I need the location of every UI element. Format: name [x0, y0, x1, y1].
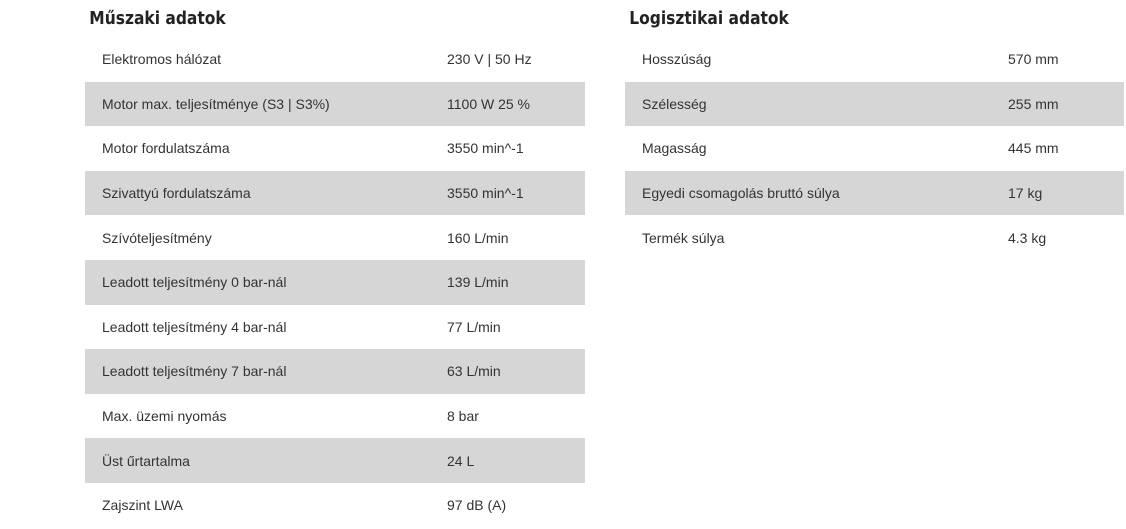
- table-row: [625, 82, 1124, 127]
- spec-label: Magasság: [642, 140, 707, 157]
- spec-label: Egyedi csomagolás bruttó súlya: [625, 171, 1008, 216]
- technical-data-section: [85, 0, 585, 528]
- spec-label: Szívóteljesítmény: [102, 229, 212, 246]
- spec-label: Szivattyú fordulatszáma: [85, 171, 447, 216]
- logistics-data-table: [625, 37, 1124, 260]
- spec-value: 4.3 kg: [1008, 229, 1047, 246]
- spec-value: 3550 min^-1: [447, 140, 524, 157]
- spec-label: Zajszint LWA: [102, 497, 183, 514]
- table-row: [85, 260, 585, 305]
- table-row: [85, 126, 585, 171]
- table-row: [85, 394, 585, 439]
- spec-value: 17 kg: [1008, 171, 1124, 216]
- spec-label: Leadott teljesítmény 7 bar-nál: [85, 349, 447, 394]
- spec-value: 97 dB (A): [447, 497, 507, 514]
- spec-value: 1100 W 25 %: [447, 82, 585, 127]
- table-row: [85, 349, 585, 394]
- table-row: [85, 37, 585, 82]
- spec-label: Elektromos hálózat: [102, 51, 222, 68]
- logistics-data-section: [625, 0, 1124, 260]
- logistics-data-title: Logisztikai adatok: [629, 8, 789, 29]
- table-row: [625, 171, 1124, 216]
- spec-value: 3550 min^-1: [447, 171, 585, 216]
- table-row: [85, 483, 585, 528]
- table-row: [625, 126, 1124, 171]
- technical-data-title: Műszaki adatok: [89, 8, 226, 29]
- spec-value: 24 L: [447, 438, 585, 483]
- spec-label: Hosszúság: [642, 51, 712, 68]
- spec-label: Üst űrtartalma: [85, 438, 447, 483]
- spec-value: 570 mm: [1008, 51, 1059, 68]
- spec-label: Motor max. teljesítménye (S3 | S3%): [85, 82, 447, 127]
- table-row: [85, 215, 585, 260]
- spec-label: Leadott teljesítmény 0 bar-nál: [85, 260, 447, 305]
- table-row: [85, 82, 585, 127]
- spec-value: 160 L/min: [447, 229, 509, 246]
- table-row: [85, 305, 585, 350]
- table-row: [625, 37, 1124, 82]
- table-row: [85, 171, 585, 216]
- spec-value: 230 V | 50 Hz: [447, 51, 532, 68]
- spec-value: 77 L/min: [447, 318, 501, 335]
- spec-label: Szélesség: [625, 82, 1008, 127]
- spec-value: 139 L/min: [447, 260, 585, 305]
- spec-value: 63 L/min: [447, 349, 585, 394]
- table-row: [625, 215, 1124, 260]
- technical-data-table: [85, 37, 585, 528]
- spec-value: 255 mm: [1008, 82, 1124, 127]
- spec-label: Termék súlya: [642, 229, 725, 246]
- table-row: [85, 438, 585, 483]
- spec-label: Max. üzemi nyomás: [102, 408, 227, 425]
- spec-value: 8 bar: [447, 408, 479, 425]
- spec-label: Motor fordulatszáma: [102, 140, 230, 157]
- spec-label: Leadott teljesítmény 4 bar-nál: [102, 318, 287, 335]
- spec-value: 445 mm: [1008, 140, 1059, 157]
